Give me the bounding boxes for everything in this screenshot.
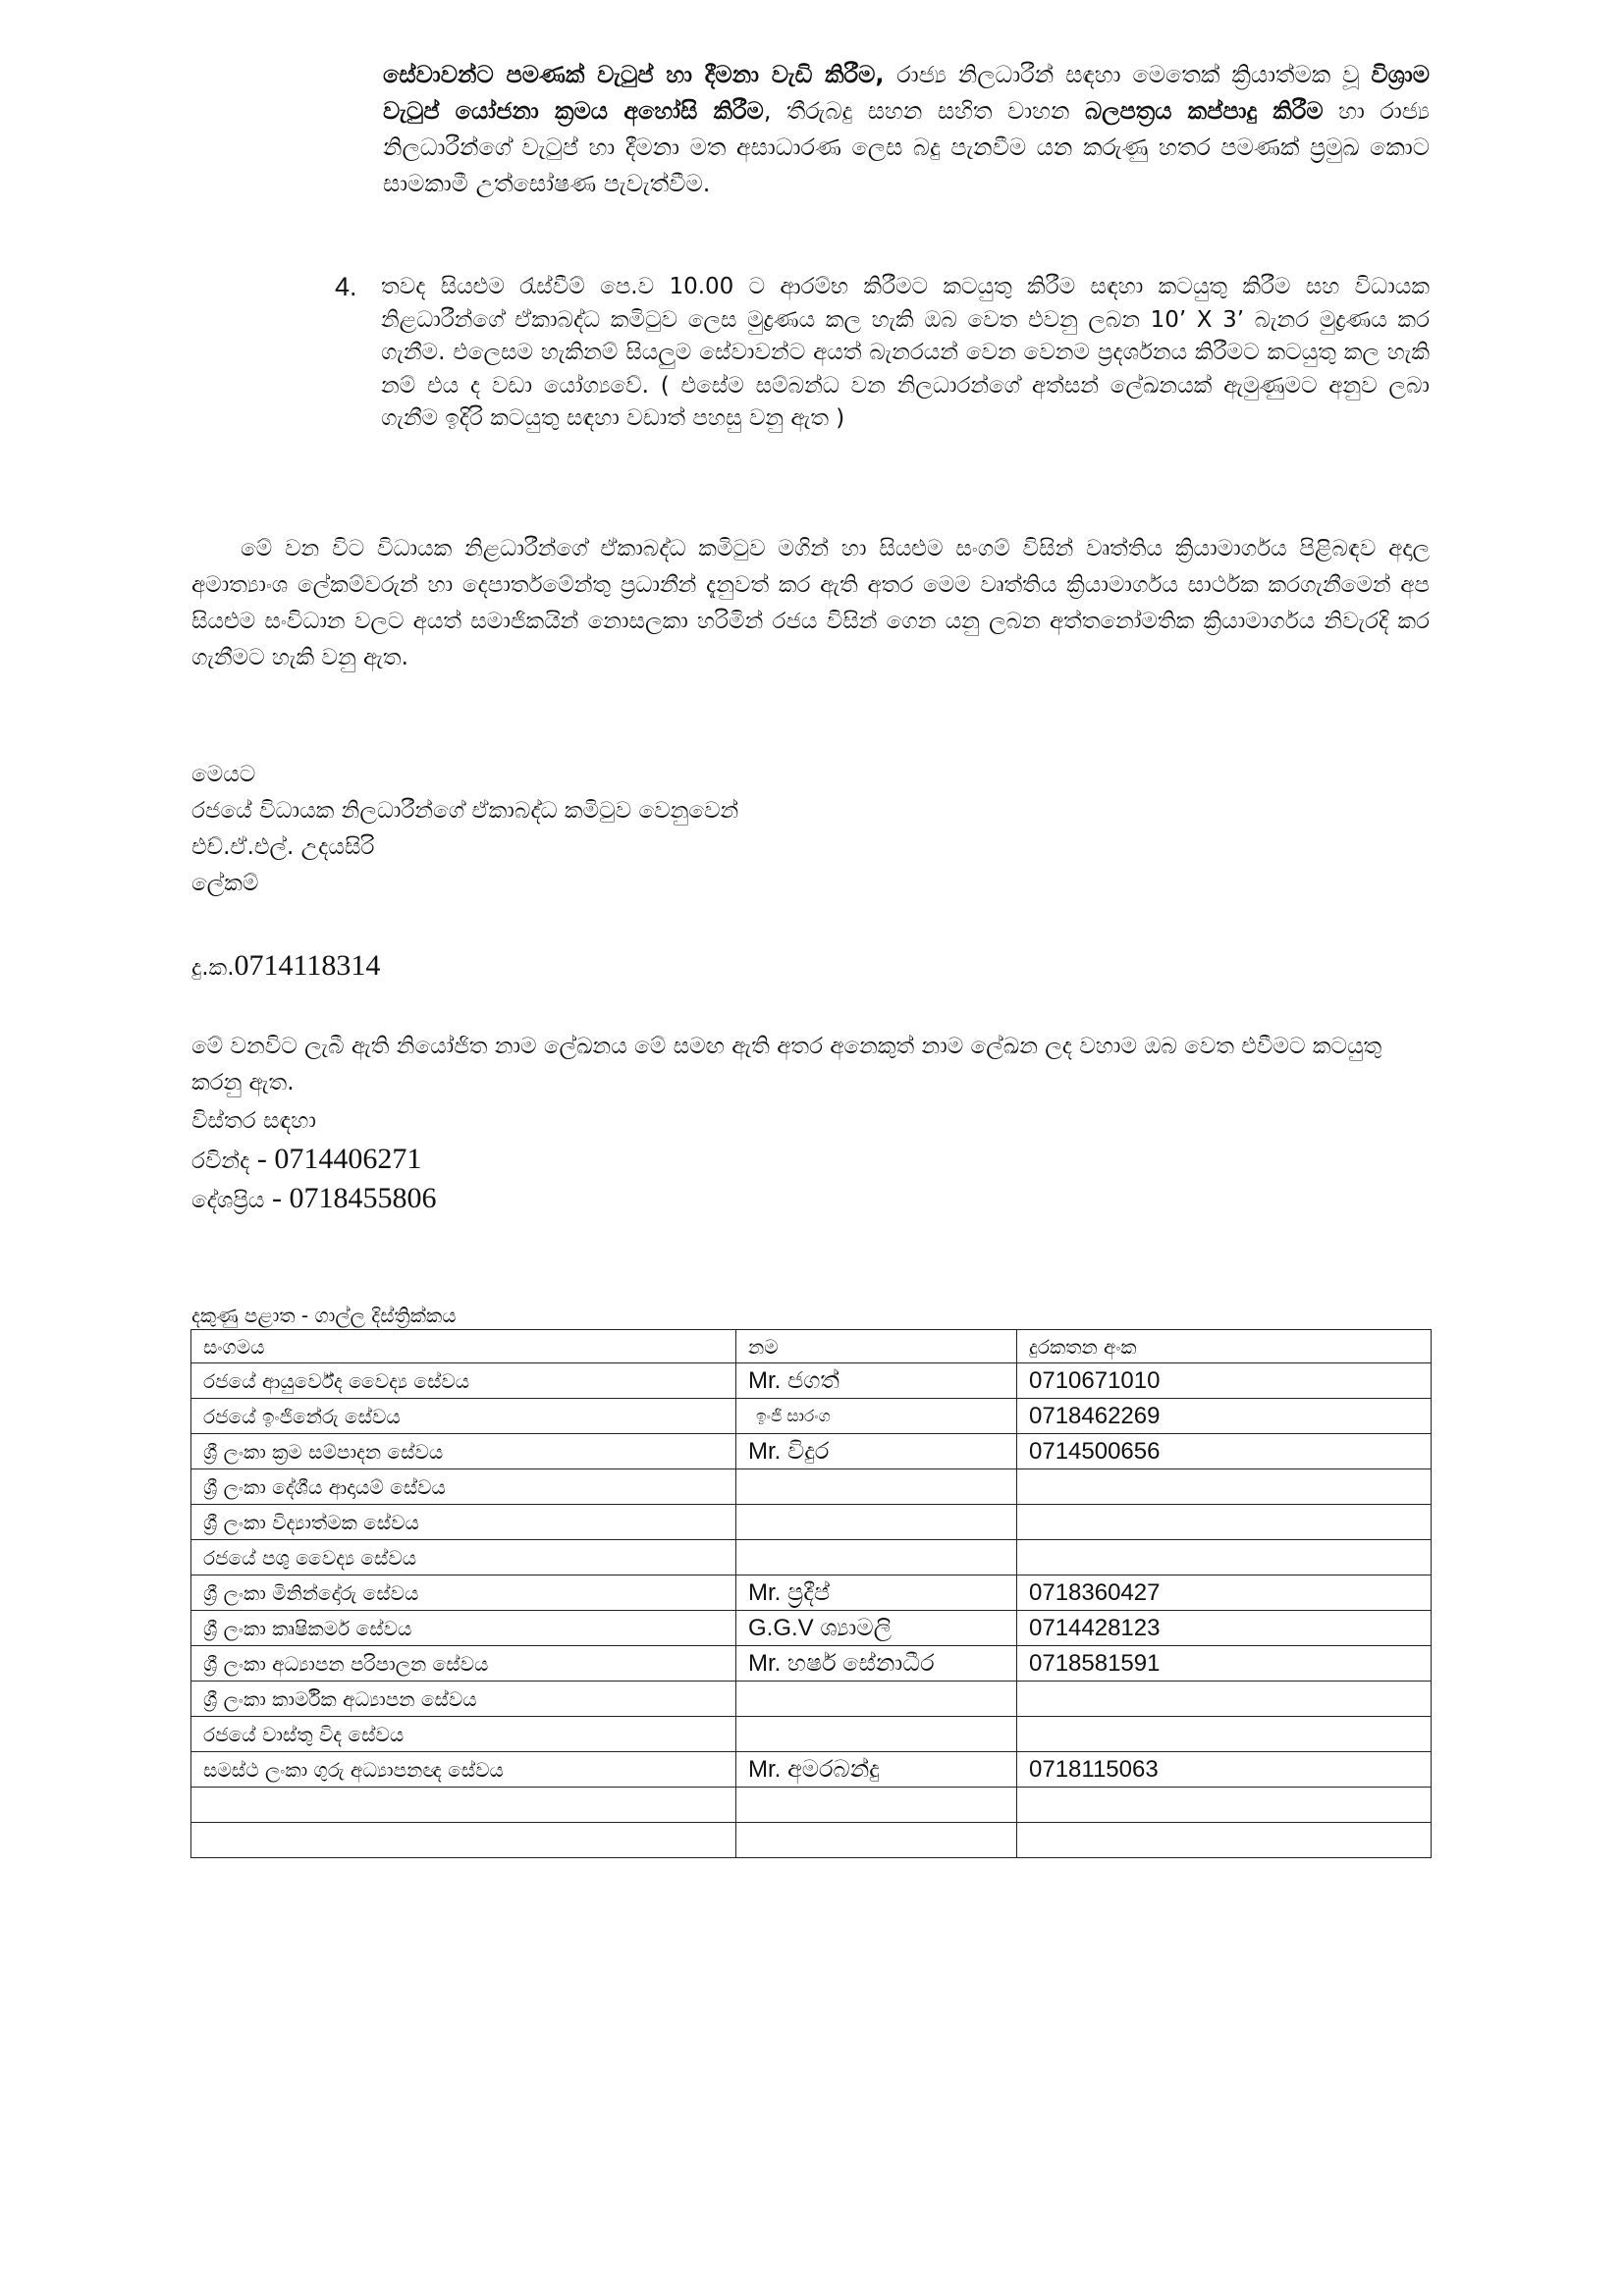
cell-name: Mr. ප්‍රදීප් [736, 1575, 1017, 1611]
list-item-4-text: තවද සියළුම රැස්වීම් පෙ.ව 10.00 ට ආරම්භ කිරීමට කටයුතු කිරීම සඳහා කටයුතු කිරීම සහ විධායක නිළධාරීන්ගේ ඒකාබද්ධ කමිටුව ලෙස මුද්‍රණය කල හැකි ඔබ වෙත එවනු ලබන 10’ X 3’ බැනර මුද්‍රණය කර ගැනීම. එලෙසම හැකිනම් සියලුම සේවාවන්ට අයත් බැනරයන් වෙන වෙනම ප්‍රදර්ශනය කිරීමට කටයුතු කල හැකි නම් එය ද වඩා යෝග්‍යවේ. ( එසේම සම්බන්ධ වන නිලධාරන්ගේ අත්සන් ලේඛනයක් ඇමුණුමට අනුව ලබා ගැනීම ඉදිරි කටයුතු සඳහා වඩාත් පහසු වනු ඇත ) [381, 274, 1430, 431]
cell-name [736, 1717, 1017, 1752]
table-row [191, 1363, 1432, 1399]
signature-name: එච්.ඒ.එල්. උදයසිරි [191, 834, 375, 860]
paragraph-demands [383, 57, 1430, 202]
cell-union: ශ්‍රී ලංකා අධ්‍යාපන පරිපාලන සේවය [191, 1646, 736, 1682]
note-text: මේ වනවිට ලැබී ඇති නියෝජිත නාම ලේඛනය මේ සමඟ ඇති අතර අනෙකුත් නාම ලේඛන ලද වහාම ඔබ වෙත එවීමට කටයුතු කරනු ඇත. [191, 1034, 1382, 1095]
header-name: නම [736, 1330, 1017, 1363]
table-row [191, 1752, 1432, 1788]
cell-name: G.G.V ශ්‍යාමලි [736, 1611, 1017, 1646]
cell-phone: 0714500656 [1017, 1434, 1432, 1469]
cell-union: ශ්‍රී ලංකා කාර්මික අධ්‍යාපන සේවය [191, 1682, 736, 1717]
bold-segment: බලපත්‍රය කප්පාදු කිරීම [1085, 97, 1324, 125]
cell-union: ශ්‍රී ලංකා විද්‍යාත්මක සේවය [191, 1505, 736, 1540]
cell-name [736, 1505, 1017, 1540]
cell-union: සමස්ථ ලංකා ගුරු අධ්‍යාපනඥ සේවය [191, 1752, 736, 1788]
cell-phone: 0714428123 [1017, 1611, 1432, 1646]
bold-segment: විශ්‍රාම වැටුප් යෝජනා ක්‍රමය අහෝසි කිරීම [383, 61, 1430, 125]
cell-phone: 0718115063 [1017, 1752, 1432, 1788]
header-phone: දුරකතන අංක [1017, 1330, 1432, 1363]
cell-name: Mr. හර්ෂ සේනාධීර [736, 1646, 1017, 1682]
table-row [191, 1717, 1432, 1752]
details-label: විස්තර සඳහා [191, 1108, 316, 1134]
cell-phone [1017, 1505, 1432, 1540]
cell-phone [1017, 1469, 1432, 1505]
phone-number: 0714118314 [234, 949, 381, 982]
cell-name: Mr. අමරබන්දු [736, 1752, 1017, 1788]
text-segment: , තීරුබදු සහන සහිත වාහන [763, 97, 1086, 125]
phone-label: දු.ක. [191, 955, 235, 981]
table-header-row [191, 1330, 1432, 1363]
bold-segment: සේවාවන්ට පමණක් වැටුප් හා දීමනා වැඩි කිරීම, [383, 61, 897, 88]
table-row [191, 1575, 1432, 1611]
cell-union: රජයේ පශු වෛද්‍ය සේවය [191, 1540, 736, 1575]
cell-name [736, 1540, 1017, 1575]
cell-name: ඉංජි සාරංග [736, 1399, 1017, 1434]
table-row [191, 1505, 1432, 1540]
list-item-number: 4. [335, 272, 357, 301]
cell-name [736, 1682, 1017, 1717]
cell-union: ශ්‍රී ලංකා දේශීය ආදායම් සේවය [191, 1469, 736, 1505]
cell-union: රජයේ ඉංජිනේරු සේවය [191, 1399, 736, 1434]
contact-name: දේශප්‍රිය [191, 1188, 265, 1213]
table-row [191, 1646, 1432, 1682]
table-row [191, 1540, 1432, 1575]
cell-phone: 0718462269 [1017, 1399, 1432, 1434]
cell-name [736, 1469, 1017, 1505]
signature-on-behalf: රජයේ විධායක නිලධාරීන්ගේ ඒකාබද්ධ කමිටුව වෙනුවෙන් [191, 798, 739, 824]
cell-union [191, 1788, 736, 1823]
cell-phone [1017, 1717, 1432, 1752]
table-row [191, 1682, 1432, 1717]
table-row [191, 1434, 1432, 1469]
cell-name [736, 1823, 1017, 1858]
signature-closing: මෙයට [191, 762, 256, 787]
table-row [191, 1469, 1432, 1505]
paragraph-status: මේ වන විට විධායක නිළධාරීන්ගේ ඒකාබද්ධ කමිටුව මගින් හා සියළුම සංගම් විසින් වෘත්තිය ක්‍රියාමාර්ගය පිළිබඳව අදාල අමාත්‍යාංශ ලේකම්වරුන් හා දෙපාර්තමේන්තු ප්‍රධානීන් දැනුවත් කර ඇති අතර මෙම වෘත්තිය ක්‍රියාමාර්ගය සාර්ථක කරගැනීමෙන් අප සියළුම සංවිධාන වලට අයත් සමාජිකයින් නොසලකා හරිමින් රජය විසින් ගෙන යනු ලබන අත්තනෝමතික ක්‍රියාමාර්ගය නිවැරදි කර ගැනීමට හැකි වනු ඇත. [191, 536, 1430, 670]
contact-phone: 0718455806 [289, 1182, 437, 1214]
cell-union: ශ්‍රී ලංකා මිනින්දෝරු සේවය [191, 1575, 736, 1611]
cell-union: ශ්‍රී ලංකා කෘෂිකර්ම සේවය [191, 1611, 736, 1646]
signature-phone-line [191, 947, 380, 987]
contact-phone: 0714406271 [274, 1143, 422, 1175]
cell-phone: 0718581591 [1017, 1646, 1432, 1682]
cell-union: ශ්‍රී ලංකා ක්‍රම සම්පාදන සේවය [191, 1434, 736, 1469]
text-segment: රාජ්‍ය නිලධාරීන් සඳහා මෙතෙක් ක්‍රියාත්මක වූ [896, 61, 1372, 88]
cell-name: Mr. ජගත් [736, 1363, 1017, 1399]
table-row [191, 1823, 1432, 1858]
contact-line: දේශප්‍රිය - 0718455806 [191, 1182, 437, 1214]
cell-phone [1017, 1823, 1432, 1858]
signature-title: ලේකම් [191, 871, 259, 896]
table-row [191, 1788, 1432, 1823]
text-segment: හා රාජ්‍ය නිලධාරීන්ගේ වැටුප් හා දීමනා මත අසාධාරණ ලෙස බදු පැනවීම යන කරුණු හතර පමණක් ප්‍රමුඛ කොට සාමකාමී උත්සෝෂණ පැවැත්වීම. [383, 97, 1430, 197]
cell-phone [1017, 1682, 1432, 1717]
table-row [191, 1611, 1432, 1646]
table-caption: දකුණු පළාත - ගාල්ල දිස්ත්‍රික්කය [191, 1304, 457, 1327]
contact-line: රවින්ද - 0714406271 [191, 1143, 422, 1175]
cell-phone: 0718360427 [1017, 1575, 1432, 1611]
cell-phone [1017, 1540, 1432, 1575]
table-row [191, 1399, 1432, 1434]
cell-union: රජයේ ආයුර්වේද වෛද්‍ය සේවය [191, 1363, 736, 1399]
representatives-table [190, 1329, 1432, 1858]
cell-phone [1017, 1788, 1432, 1823]
cell-name [736, 1788, 1017, 1823]
cell-union [191, 1823, 736, 1858]
cell-phone: 0710671010 [1017, 1363, 1432, 1399]
contact-name: රවින්ද [191, 1148, 250, 1174]
header-union: සංගමය [191, 1330, 736, 1363]
cell-union: රජයේ වාස්තු විද සේවය [191, 1717, 736, 1752]
cell-name: Mr. විදුර [736, 1434, 1017, 1469]
